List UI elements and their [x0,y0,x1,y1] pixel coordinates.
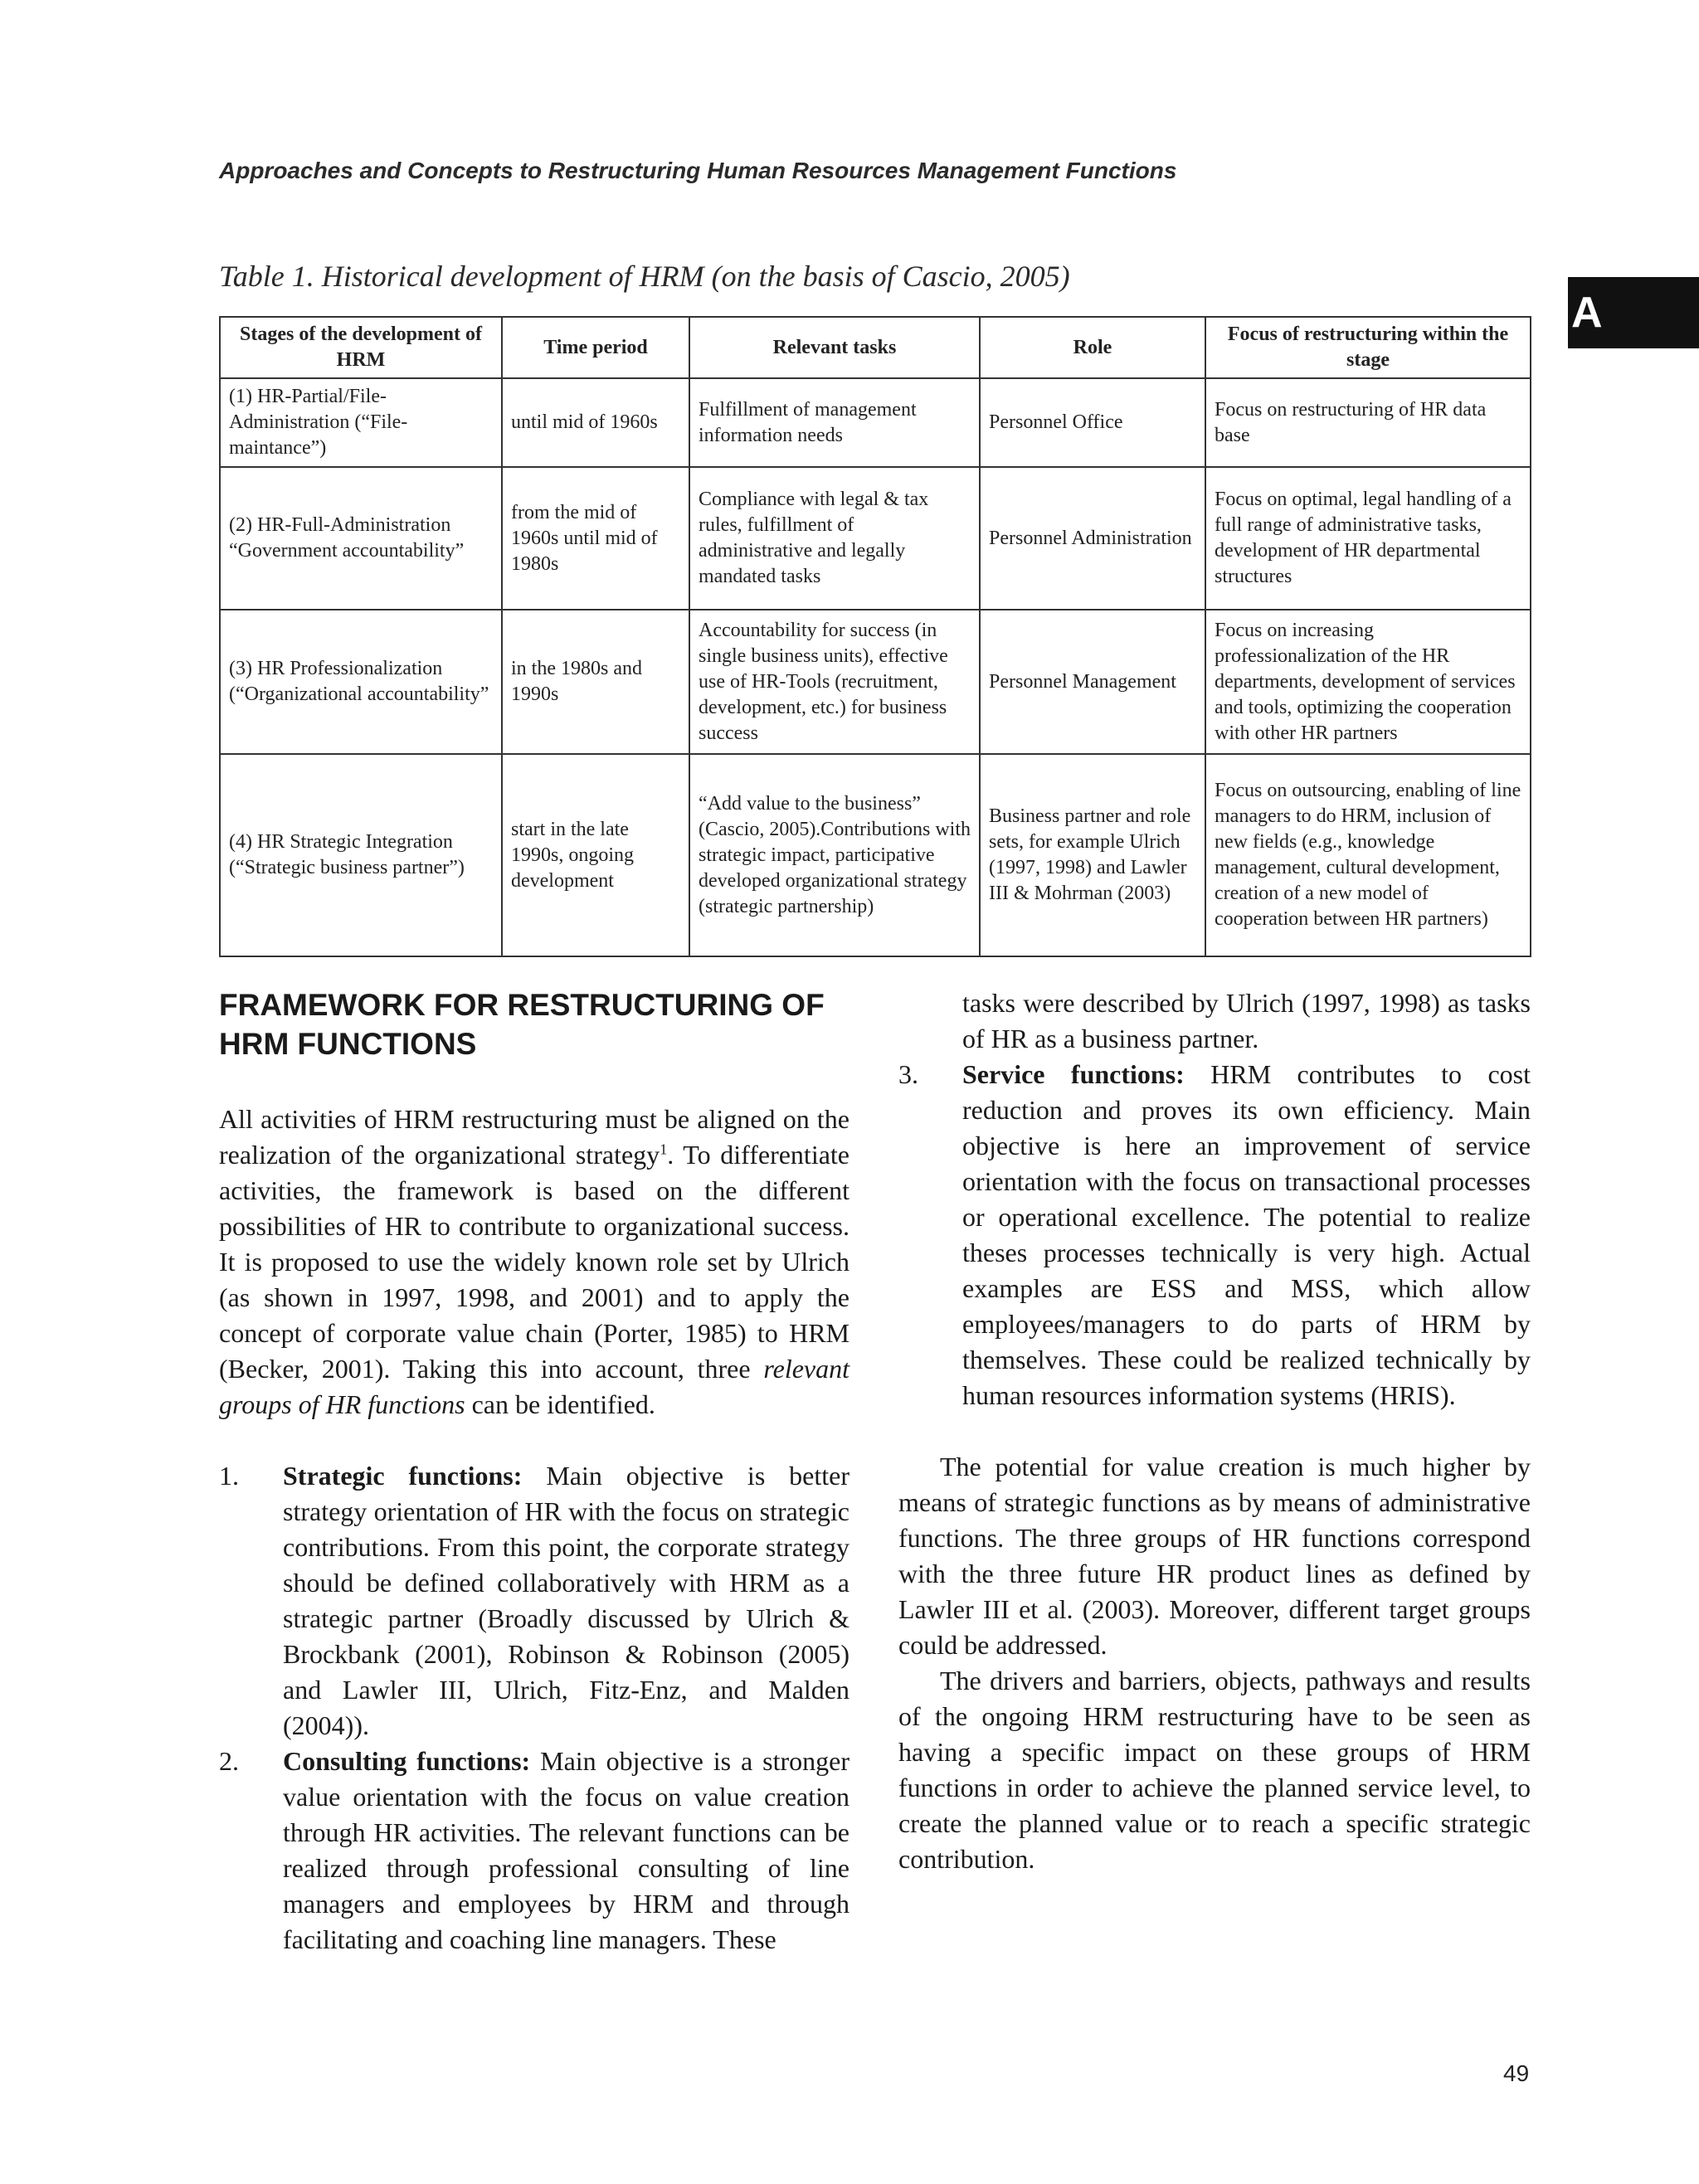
section-tab: A [1568,277,1699,348]
function-list-continued [898,1057,1531,1413]
table-cell: from the mid of 1960s until mid of 1980s [502,467,689,610]
table-cell: Personnel Management [980,610,1205,754]
table-cell: Compliance with legal & tax rules, fulfillment of administrative and legally mandated tasks [689,467,980,610]
list-item-continuation: tasks were described by Ulrich (1997, 1998) as tasks of HR as a business partner. [962,988,1531,1053]
table-cell: Focus on increasing professionalization of the HR departments, development of services and tools, optimizing the cooperation with other HR partners [1205,610,1531,754]
table-cell: Accountability for success (in single business units), effective use of HR-Tools (recruitment, development, etc.) for business success [689,610,980,754]
table-cell: in the 1980s and 1990s [502,610,689,754]
list-item-service: 3. Service functions: HRM contributes to cost reduction and proves its own efficiency. Main objective is here an improvement of service orientation with the focus on transactional processes or operational excellence. The potential to realize theses processes technically is very high. Actual examples are ESS and MSS, which allow employees/managers to do parts of HRM by themselves. These could be realized technically by human resources information systems (HRIS). [898,1059,1531,1410]
table-cell: Focus on restructuring of HR data base [1205,378,1531,467]
table-cell: “Add value to the business” (Cascio, 2005).Contributions with strategic impact, participative developed organizational strategy (strategic partnership) [689,754,980,956]
table-cell: Focus on outsourcing, enabling of line managers to do HRM, inclusion of new fields (e.g., knowledge management, cultural development, creation of a new model of cooperation between HR partners) [1205,754,1531,956]
column-header: Time period [502,317,689,378]
table-cell: (3) HR Professionalization (“Organizational accountability” [220,610,502,754]
table-row [220,610,1531,754]
table-cell: Business partner and role sets, for example Ulrich (1997, 1998) and Lawler III & Mohrman (2003) [980,754,1205,956]
left-column [219,1102,850,1958]
table-header-row [220,317,1531,378]
table-cell: start in the late 1990s, ongoing development [502,754,689,956]
table-row [220,378,1531,467]
table-cell: (1) HR-Partial/File-Administration (“File-maintance”) [220,378,502,467]
table-cell: until mid of 1960s [502,378,689,467]
right-column [898,985,1531,1877]
table-row [220,467,1531,610]
column-header: Stages of the development of HRM [220,317,502,378]
list-item-strategic: 1. Strategic functions: Main objective is better strategy orientation of HR with the focus on strategic contributions. From this point, the corporate strategy should be defined collaboratively with HRM as a strategic partner (Broadly discussed by Ulrich & Brockbank (2001), Robinson & Robinson (2005) and Lawler III, Ulrich, Fitz-Enz, and Malden (2004)). [219,1461,850,1740]
function-list [219,1458,850,1958]
list-item-consulting: 2. Consulting functions: Main objective is a stronger value orientation with the focus on value creation through HR activities. The relevant functions can be realized through professional consulting of line managers and employees by HRM and through facilitating and coaching line managers. These [219,1746,850,1954]
column-header: Focus of restructuring within the stage [1205,317,1531,378]
table-row [220,754,1531,956]
table-cell: (2) HR-Full-Administration “Government accountability” [220,467,502,610]
drivers-paragraph: The drivers and barriers, objects, pathways and results of the ongoing HRM restructuring have to be seen as having a specific impact on these groups of HRM functions in order to achieve the planned service level, to create the planned value or to reach a specific strategic contribution. [898,1666,1531,1874]
table-cell: (4) HR Strategic Integration (“Strategic business partner”) [220,754,502,956]
value-creation-paragraph: The potential for value creation is much higher by means of strategic functions as by means of administrative functions. The three groups of HR functions correspond with the three future HR product lines as defined by Lawler III et al. (2003). Moreover, different target groups could be addressed. [898,1452,1531,1660]
table-caption: Table 1. Historical development of HRM (on the basis of Cascio, 2005) [219,260,1070,293]
table-cell: Focus on optimal, legal handling of a full range of administrative tasks, development of HR departmental structures [1205,467,1531,610]
section-heading: FRAMEWORK FOR RESTRUCTURING OF HRM FUNCTIONS [219,988,825,1061]
footnote-marker[interactable]: 1 [660,1141,668,1158]
intro-paragraph: All activities of HRM restructuring must be aligned on the realization of the organizational strategy$^1$. To differentiate activities, the framework is based on the different possibilities of HR to contribute to organizational success. It is proposed to use the widely known role set by Ulrich (as shown in 1997, 1998, and 2001) and to apply the concept of corporate value chain (Porter, 1985) to HRM (Becker, 2001). Taking this into account, three relevant groups of HR functions can be identified. [219,1104,850,1419]
column-header: Relevant tasks [689,317,980,378]
running-title: Approaches and Concepts to Restructuring Human Resources Management Functions [219,158,1177,183]
table-cell: Personnel Administration [980,467,1205,610]
page-number: 49 [1503,2060,1530,2086]
column-header: Role [980,317,1205,378]
table-cell: Personnel Office [980,378,1205,467]
table-cell: Fulfillment of management information needs [689,378,980,467]
hrm-history-table [219,316,1531,957]
